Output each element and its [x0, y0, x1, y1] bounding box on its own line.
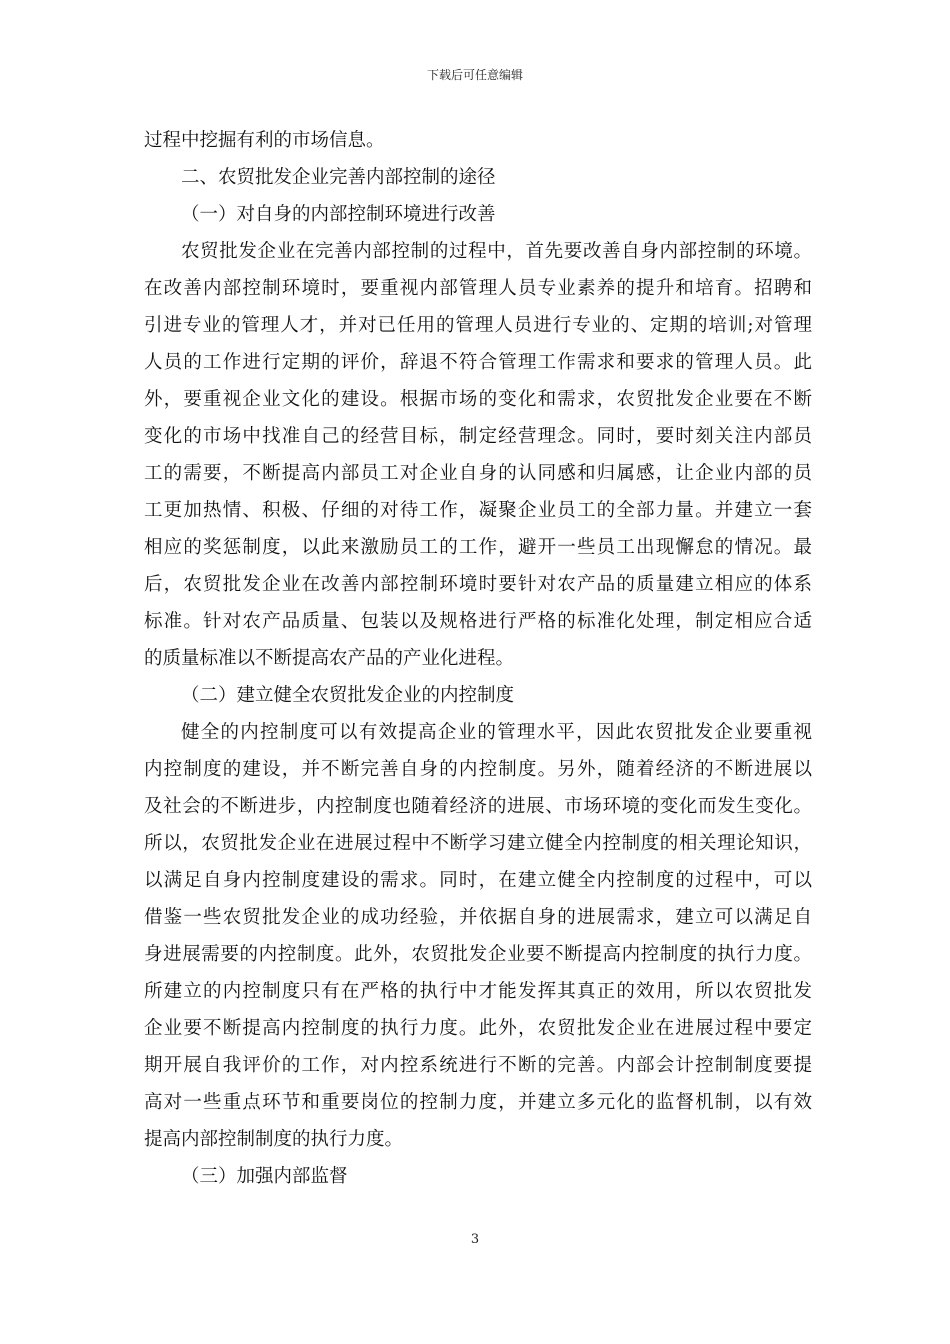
text-line: 农贸批发企业在完善内部控制的过程中，首先要改善自身内部控制的环境。 — [181, 241, 812, 262]
text-line: 提高内部控制制度的执行力度。 — [144, 1129, 404, 1150]
text-line: 过程中挖掘有利的市场信息。 — [144, 130, 385, 151]
text-line: 所建立的内控制度只有在严格的执行中才能发挥其真正的效用，所以农贸批发 — [144, 981, 812, 1002]
text-line: 后，农贸批发企业在改善内部控制环境时要针对农产品的质量建立相应的体系 — [144, 574, 812, 595]
page-number: 3 — [470, 1232, 480, 1247]
text-line: 借鉴一些农贸批发企业的成功经验，并依据自身的进展需求，建立可以满足自 — [144, 907, 812, 928]
text-line: 变化的市场中找准自己的经营目标，制定经营理念。同时，要时刻关注内部员 — [144, 426, 812, 447]
text-line: 工的需要，不断提高内部员工对企业自身的认同感和归属感，让企业内部的员 — [144, 463, 812, 484]
text-line: 外，要重视企业文化的建设。根据市场的变化和需求，农贸批发企业要在不断 — [144, 389, 812, 410]
text-line: 工更加热情、积极、仔细的对待工作，凝聚企业员工的全部力量。并建立一套 — [144, 500, 812, 521]
text-line: 高对一些重点环节和重要岗位的控制力度，并建立多元化的监督机制，以有效 — [144, 1092, 812, 1113]
text-line: 以满足自身内控制度建设的需求。同时，在建立健全内控制度的过程中，可以 — [144, 870, 812, 891]
text-line: 内控制度的建设，并不断完善自身的内控制度。另外，随着经济的不断进展以 — [144, 759, 812, 780]
text-line: 的质量标准以不断提高农产品的产业化进程。 — [144, 648, 515, 669]
text-line: 人员的工作进行定期的评价，辞退不符合管理工作需求和要求的管理人员。此 — [144, 352, 812, 373]
text-line: 期开展自我评价的工作，对内控系统进行不断的完善。内部会计控制制度要提 — [144, 1055, 812, 1076]
text-line: 二、农贸批发企业完善内部控制的途径 — [181, 167, 496, 188]
text-line: 引进专业的管理人才，并对已任用的管理人员进行专业的、定期的培训;对管理 — [144, 315, 812, 336]
text-line: 标准。针对农产品质量、包装以及规格进行严格的标准化处理，制定相应合适 — [144, 611, 812, 632]
page-header: 下载后可任意编辑 — [426, 68, 523, 82]
text-line: 企业要不断提高内控制度的执行力度。此外，农贸批发企业在进展过程中要定 — [144, 1018, 812, 1039]
text-line: 身进展需要的内控制度。此外，农贸批发企业要不断提高内控制度的执行力度。 — [144, 944, 812, 965]
text-line: （三）加强内部监督 — [181, 1166, 348, 1187]
text-line: 及社会的不断进步，内控制度也随着经济的进展、市场环境的变化而发生变化。 — [144, 796, 812, 817]
text-line: 健全的内控制度可以有效提高企业的管理水平，因此农贸批发企业要重视 — [181, 722, 812, 743]
text-line: 在改善内部控制环境时，要重视内部管理人员专业素养的提升和培育。招聘和 — [144, 278, 812, 299]
text-line: （一）对自身的内部控制环境进行改善 — [181, 204, 496, 225]
text-line: （二）建立健全农贸批发企业的内控制度 — [181, 685, 515, 706]
body-text — [144, 122, 812, 1195]
text-line: 相应的奖惩制度，以此来激励员工的工作，避开一些员工出现懈怠的情况。最 — [144, 537, 812, 558]
text-line: 所以，农贸批发企业在进展过程中不断学习建立健全内控制度的相关理论知识， — [144, 833, 812, 854]
